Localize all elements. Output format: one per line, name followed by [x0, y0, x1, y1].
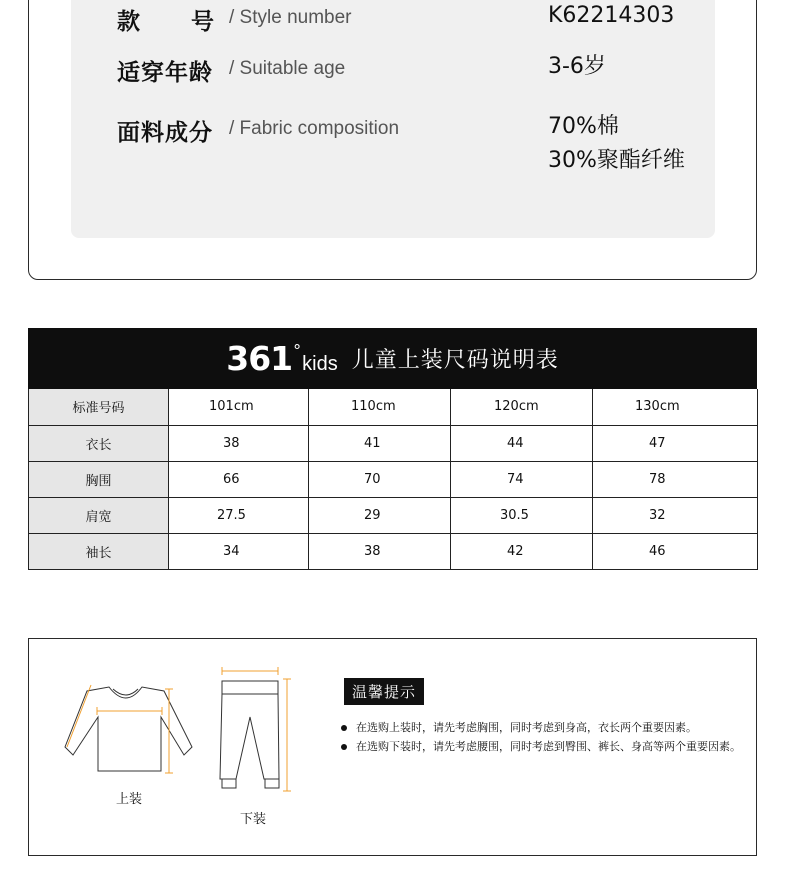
row-label-shoulder: 肩宽	[29, 497, 169, 533]
suitable-age-value: 3-6岁	[548, 54, 606, 79]
table-cell: 74	[451, 461, 593, 497]
size-header-label: 标准号码	[29, 389, 169, 425]
table-cell: 44	[451, 425, 593, 461]
table-cell: 30.5	[451, 497, 593, 533]
row-label-length: 衣长	[29, 425, 169, 461]
table-cell: 42	[451, 533, 593, 569]
table-cell: 38	[309, 533, 451, 569]
list-item	[341, 739, 741, 754]
table-cell: 78	[593, 461, 758, 497]
table-cell: 70	[309, 461, 451, 497]
table-cell: 46	[593, 533, 758, 569]
style-number-label: 款 号	[117, 9, 215, 35]
brand-logo-number: 361	[226, 339, 293, 378]
product-info-card	[28, 0, 757, 280]
size-chart-title: 儿童上装尺码说明表	[351, 348, 559, 373]
table-row	[29, 425, 758, 461]
bottom-garment-caption: 下装	[240, 812, 267, 827]
bullet-icon	[341, 725, 347, 731]
size-header-cell: 130cm	[593, 389, 758, 425]
brand-logo-degree: °	[293, 341, 302, 360]
bottom-measure-lines	[222, 667, 291, 791]
top-measure-lines	[67, 685, 173, 773]
table-cell: 34	[169, 533, 309, 569]
top-garment-illustration	[65, 687, 192, 771]
table-cell: 32	[593, 497, 758, 533]
suitable-age-label-en: / Suitable age	[229, 58, 346, 79]
fabric-composition-label: 面料成分	[117, 120, 213, 146]
tips-box	[28, 638, 757, 856]
size-header-cell: 110cm	[309, 389, 451, 425]
size-chart	[28, 328, 757, 570]
table-cell: 66	[169, 461, 309, 497]
row-label-sleeve: 袖长	[29, 533, 169, 569]
tip-text: 在选购下装时，请先考虑腰围，同时考虑到臀围、裤长、身高等两个重要因素。	[356, 740, 741, 753]
size-chart-header	[28, 328, 757, 389]
table-row	[29, 533, 758, 569]
bottom-garment-illustration	[220, 681, 279, 788]
table-cell: 47	[593, 425, 758, 461]
table-cell: 27.5	[169, 497, 309, 533]
tip-text: 在选购上装时，请先考虑胸围，同时考虑到身高，衣长两个重要因素。	[356, 721, 697, 734]
brand-logo	[226, 339, 337, 378]
style-number-value: K62214303	[548, 3, 675, 28]
row-label-chest: 胸围	[29, 461, 169, 497]
top-garment-caption: 上装	[116, 792, 143, 807]
suitable-age-label: 适穿年龄	[117, 60, 213, 86]
brand-logo-kids: kids	[302, 353, 338, 375]
fabric-composition-label-en: / Fabric composition	[229, 118, 400, 139]
style-number-label-en: / Style number	[229, 7, 352, 28]
fabric-composition-value-1: 70%棉	[548, 114, 619, 139]
tips-title: 温馨提示	[344, 678, 424, 705]
size-header-cell: 101cm	[169, 389, 309, 425]
table-row	[29, 389, 758, 425]
size-header-cell: 120cm	[451, 389, 593, 425]
list-item	[341, 720, 741, 735]
table-cell: 41	[309, 425, 451, 461]
tips-list	[341, 720, 741, 758]
table-row	[29, 497, 758, 533]
product-info-panel	[71, 0, 715, 238]
table-cell: 38	[169, 425, 309, 461]
fabric-composition-value-2: 30%聚酯纤维	[548, 148, 685, 173]
size-table	[28, 389, 758, 570]
garment-measure-diagram	[29, 639, 329, 855]
bullet-icon	[341, 744, 347, 750]
table-row	[29, 461, 758, 497]
table-cell: 29	[309, 497, 451, 533]
